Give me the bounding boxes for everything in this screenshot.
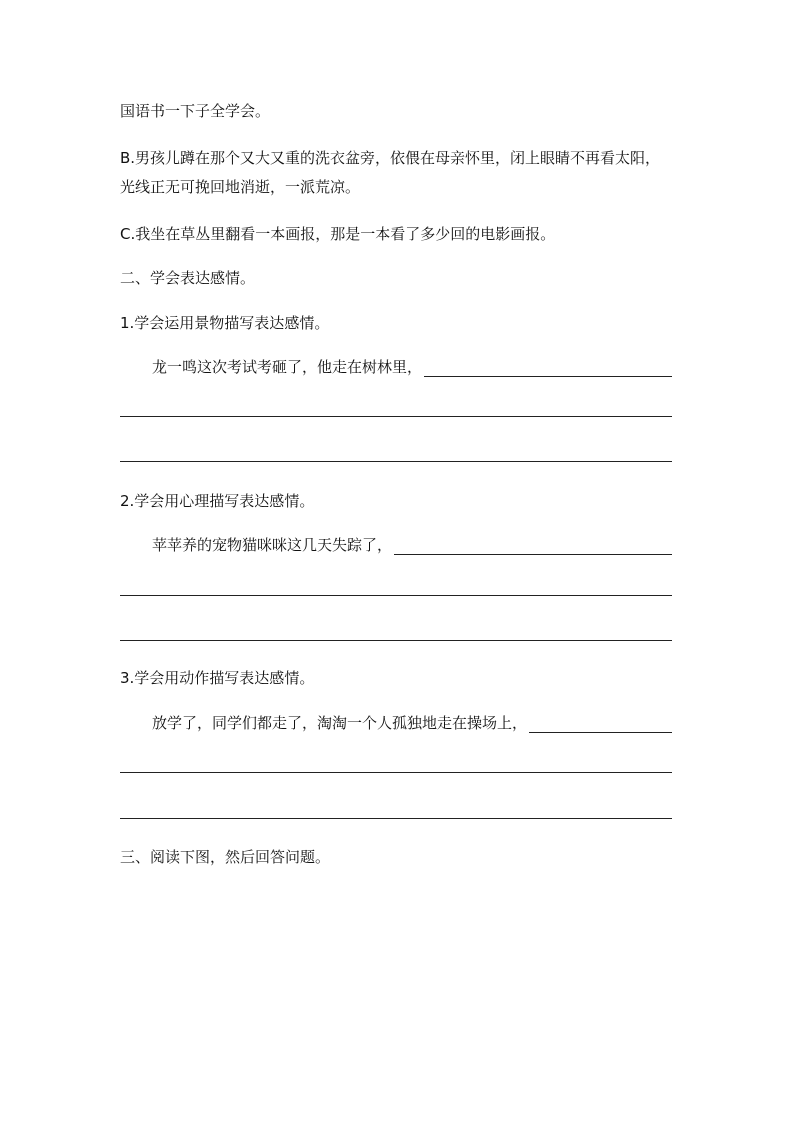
question-3-answer-line-2[interactable]: [120, 772, 672, 773]
question-2-answer-line-2[interactable]: [120, 595, 672, 596]
question-2-prompt-row: [152, 535, 672, 555]
question-1-prompt: 龙一鸣这次考试考砸了，他走在树林里，: [152, 358, 423, 376]
question-1-title: 1.学会运用景物描写表达感情。: [120, 314, 330, 332]
question-2-prompt: 苹苹养的宠物猫咪咪这几天失踪了，: [152, 536, 393, 554]
question-2-answer-blank[interactable]: [394, 540, 672, 555]
question-3-prompt-row: [152, 713, 672, 733]
question-1-answer-blank[interactable]: [424, 362, 672, 377]
option-c-line: C.我坐在草丛里翻看一本画报，那是一本看了多少回的电影画报。: [120, 225, 556, 243]
question-3-answer-blank[interactable]: [529, 718, 672, 733]
question-3-title: 3.学会用动作描写表达感情。: [120, 669, 315, 687]
option-b-line-1: B.男孩儿蹲在那个又大又重的洗衣盆旁，依偎在母亲怀里，闭上眼睛不再看太阳，: [120, 149, 661, 167]
question-1-answer-line-2[interactable]: [120, 416, 672, 417]
option-b-line-2: 光线正无可挽回地消逝，一派荒凉。: [120, 178, 361, 196]
section-2-title: 二、学会表达感情。: [120, 269, 256, 287]
question-3-prompt: 放学了，同学们都走了，淘淘一个人孤独地走在操场上，: [152, 714, 528, 732]
question-2-answer-line-3[interactable]: [120, 640, 672, 641]
question-1-answer-line-3[interactable]: [120, 461, 672, 462]
text-line-1: 国语书一下子全学会。: [120, 102, 271, 120]
section-3-title: 三、阅读下图，然后回答问题。: [120, 848, 331, 866]
question-2-title: 2.学会用心理描写表达感情。: [120, 492, 315, 510]
question-1-prompt-row: [152, 357, 672, 377]
question-3-answer-line-3[interactable]: [120, 818, 672, 819]
